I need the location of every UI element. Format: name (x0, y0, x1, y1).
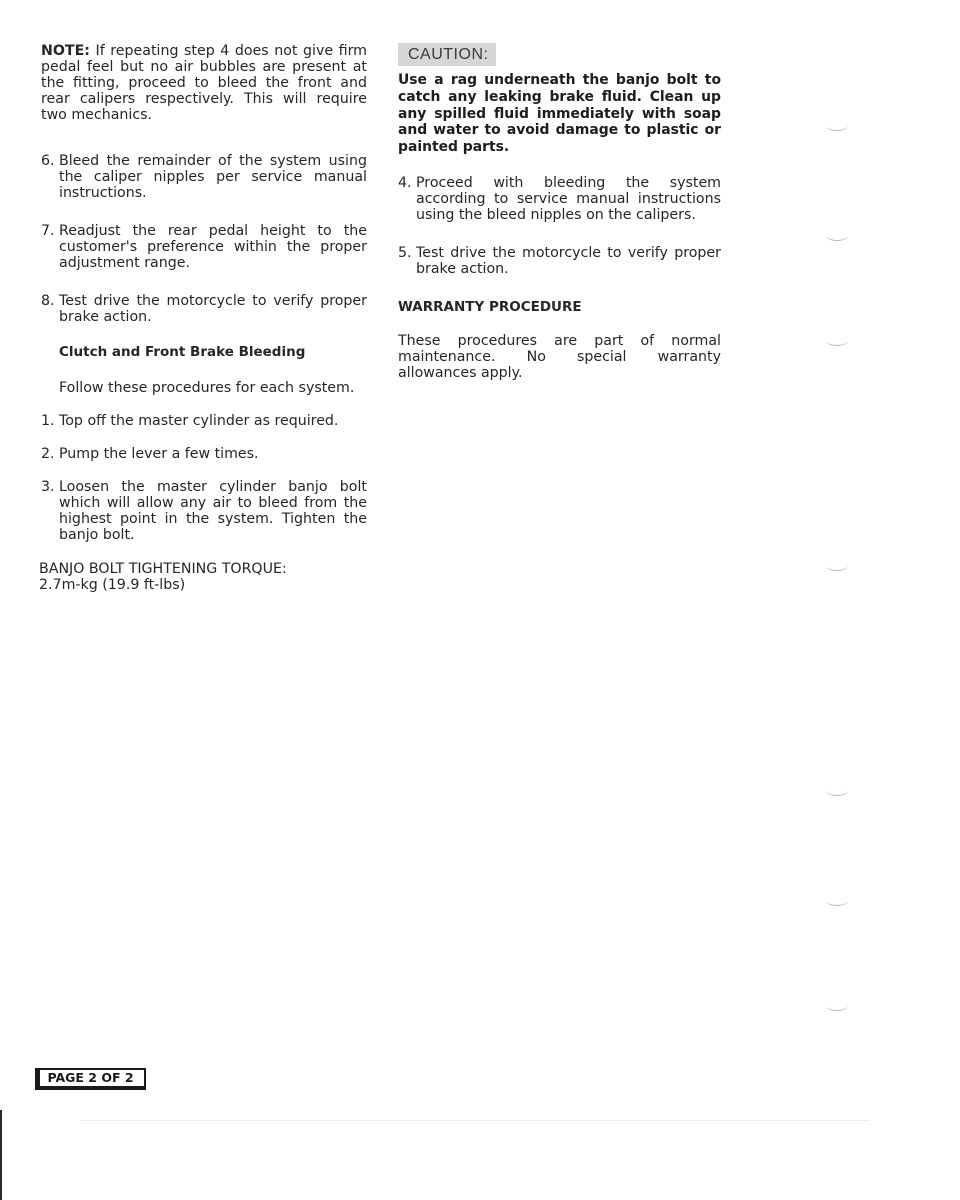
step-text: Test drive the motorcycle to verify proper brake action. (59, 293, 367, 325)
step-number: 5. (398, 244, 412, 261)
step-number: 6. (41, 153, 55, 169)
step-text: Test drive the motorcycle to verify proper brake action. (416, 244, 721, 277)
step-text: Loosen the master cylinder banjo bolt which will allow any air to bleed from the highest point in the system. Tighten the banjo bolt. (59, 479, 367, 543)
section-intro: Follow these procedures for each system. (59, 380, 355, 396)
left-column (41, 43, 367, 593)
step-4 (398, 175, 721, 223)
binder-hole-mark (826, 1000, 848, 1011)
binder-hole-mark (826, 120, 848, 131)
note-paragraph (41, 43, 367, 123)
section-heading: Clutch and Front Brake Bleeding (59, 344, 306, 360)
page-number-box: PAGE 2 OF 2 (35, 1068, 146, 1088)
step-number: 8. (41, 293, 55, 309)
binder-hole-mark (826, 785, 848, 796)
step-6 (41, 153, 367, 201)
binder-hole-mark (826, 335, 848, 346)
scan-edge-mark (0, 1110, 2, 1200)
step-text: Proceed with bleeding the system according to service manual instructions using the bleed nipples on the calipers. (416, 174, 721, 223)
step-number: 2. (41, 446, 55, 462)
warranty-heading: WARRANTY PROCEDURE (398, 298, 582, 315)
binder-hole-mark (826, 230, 848, 241)
step-text: Top off the master cylinder as required. (59, 413, 339, 429)
step-3 (41, 479, 367, 543)
step-number: 1. (41, 413, 55, 429)
step-8 (41, 293, 367, 325)
binder-hole-mark (826, 895, 848, 906)
step-number: 3. (41, 479, 55, 495)
step-text: Pump the lever a few times. (59, 446, 259, 462)
torque-value: 2.7m-kg (19.9 ft-lbs) (39, 577, 186, 593)
step-text: Bleed the remainder of the system using the caliper nipples per service manual instructions. (59, 153, 367, 201)
right-column (398, 43, 721, 381)
step-number: 7. (41, 223, 55, 239)
torque-label: BANJO BOLT TIGHTENING TORQUE: (39, 561, 287, 577)
scan-artifact-line (80, 1120, 870, 1121)
binder-hole-mark (826, 560, 848, 571)
step-1 (41, 413, 367, 429)
step-text: Readjust the rear pedal height to the customer's preference within the proper adjustment range. (59, 223, 367, 271)
step-number: 4. (398, 174, 412, 191)
step-5 (398, 245, 721, 277)
note-label: NOTE: (41, 43, 90, 59)
step-7 (41, 223, 367, 271)
note-text: If repeating step 4 does not give firm pedal feel but no air bubbles are present at the fitting, proceed to bleed the front and rear calipers respectively. This will require two mechanics. (41, 43, 367, 123)
step-2 (41, 446, 367, 462)
warranty-text: These procedures are part of normal maintenance. No special warranty allowances apply. (398, 332, 721, 381)
caution-badge: CAUTION: (398, 43, 496, 66)
caution-text: Use a rag underneath the banjo bolt to catch any leaking brake fluid. Clean up any spilled fluid immediately with soap and water to avoid damage to plastic or painted parts. (398, 72, 721, 156)
